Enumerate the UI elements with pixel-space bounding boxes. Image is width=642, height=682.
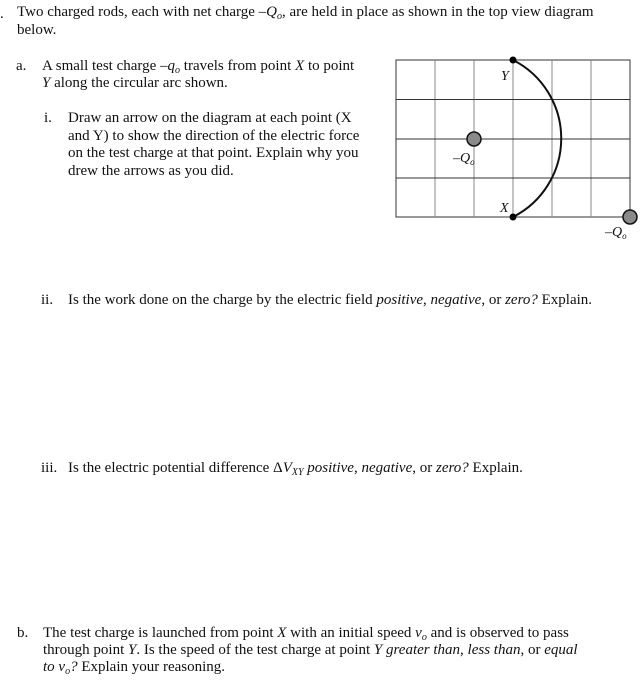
intro-text: , are held in place as shown in the top view diagram [281, 4, 594, 20]
potential-symbol: V [282, 460, 292, 476]
part-b-text: and is observed to pass [426, 625, 569, 641]
sub-ii-label: ii. [41, 292, 54, 308]
sub-i-line: and Y) to show the direction of the electric force [68, 127, 360, 144]
intro-text: Two charged rods, each with net charge – [17, 4, 267, 20]
charge-corner [623, 210, 637, 224]
point-x-ref: X [295, 58, 305, 74]
grid [396, 60, 630, 217]
part-a-text: along the circular arc shown. [50, 75, 228, 91]
option-zero: zero? [505, 292, 538, 308]
option-equal-cont: to [43, 659, 59, 675]
speed-subscript: o [65, 666, 71, 677]
speed-symbol: v [415, 625, 422, 641]
part-b-text: The test charge is launched from point [43, 625, 278, 641]
part-b-text: through point [43, 642, 128, 658]
option-negative: negative [361, 460, 413, 476]
option-greater: greater than [382, 642, 461, 658]
option-less: less than [467, 642, 521, 658]
option-positive: positive [376, 292, 424, 308]
test-charge-symbol: q [167, 58, 176, 74]
question-number-mark: . [0, 6, 4, 22]
option-negative: negative [430, 292, 482, 308]
question-text: Is the work done on the charge by the electric field [68, 292, 377, 308]
point-x-label: X [500, 201, 509, 216]
potential-subscript: XY [291, 467, 304, 478]
sub-iii-label: iii. [41, 460, 58, 476]
sub-ii-question [68, 292, 592, 309]
point-y-ref: Y [42, 75, 51, 91]
question-text: Explain. [537, 292, 593, 308]
point-y-ref: Y [128, 642, 137, 658]
point-y-label: Y [501, 69, 509, 84]
part-a-label: a. [16, 58, 27, 74]
charge-center [467, 132, 481, 146]
part-b-line-3 [43, 659, 225, 676]
charge-symbol: Q [266, 4, 277, 20]
part-b-text: Explain your reasoning. [77, 659, 226, 675]
question-text: Is the electric potential difference Δ [68, 460, 283, 476]
point-y-dot [510, 57, 517, 64]
point-y-ref: Y [373, 642, 383, 658]
sub-i-line: on the test charge at that point. Explain why you [68, 145, 359, 161]
sub-i-label: i. [44, 110, 52, 126]
part-b-line-1 [43, 625, 569, 642]
sub-i-line: Draw an arrow on the diagram at each point (X [68, 110, 352, 126]
charge-corner-label: $-Q_o$ [605, 225, 627, 241]
point-x-ref: X [277, 625, 287, 641]
speed-symbol: v [58, 659, 66, 675]
sub-i-line: drew the arrows as you did. [68, 162, 234, 179]
option-equal: equal [544, 642, 578, 658]
part-a-text: A small test charge – [42, 58, 168, 74]
separator: , or [481, 292, 506, 308]
sub-iii-question [68, 460, 523, 477]
part-b-text: with an initial speed [286, 625, 416, 641]
separator: , [353, 460, 362, 476]
speed-subscript: o [421, 632, 427, 643]
question-mark: ? [70, 659, 78, 675]
separator: , [423, 292, 431, 308]
charge-subscript: o [276, 11, 282, 22]
separator: , or [520, 642, 545, 658]
part-b-text: . Is the speed of the test charge at point [136, 642, 374, 658]
part-a-text: travels from point [180, 58, 296, 74]
intro-line-2: below. [17, 22, 57, 38]
option-zero: zero? [436, 460, 469, 476]
charge-center-label: $-Q_o$ [453, 151, 475, 167]
separator: , or [412, 460, 436, 476]
test-charge-subscript: o [175, 65, 181, 76]
point-x-dot [510, 214, 517, 221]
option-positive: positive [303, 460, 354, 476]
part-b-label: b. [17, 625, 29, 641]
part-b-line-2 [43, 642, 578, 659]
part-a-text: to point [304, 58, 355, 74]
question-text: Explain. [468, 460, 523, 476]
separator: , [460, 642, 468, 658]
